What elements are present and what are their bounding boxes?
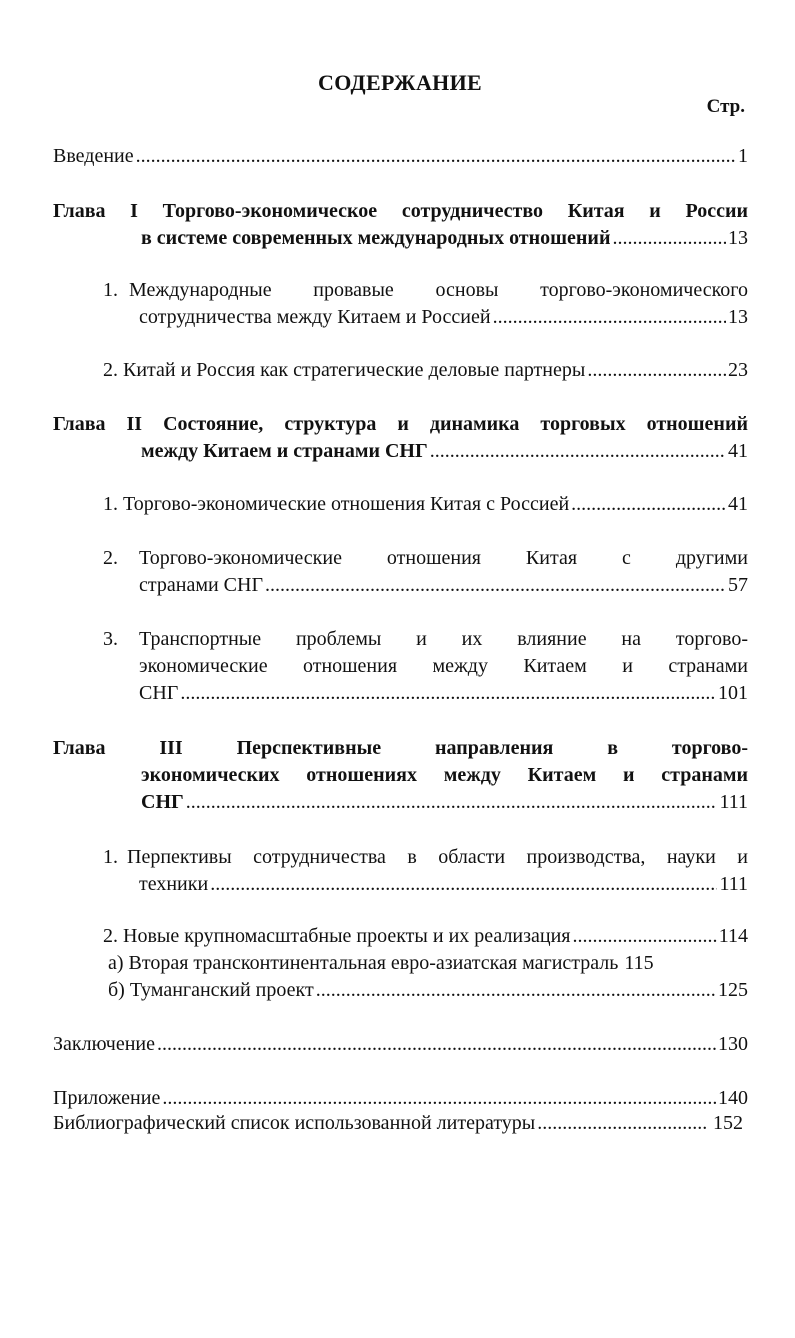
chapter-title-line: Глава III Перспективные направления в торгово- bbox=[53, 737, 748, 759]
toc-page-number: 13 bbox=[728, 227, 748, 249]
leader-dots bbox=[316, 977, 716, 1004]
section-title-line: СНГ bbox=[139, 682, 179, 704]
toc-section-3-2 bbox=[103, 923, 748, 950]
chapter-title-line: экономических отношениях между Китаем и странами bbox=[141, 764, 748, 786]
leader-dots bbox=[430, 438, 726, 465]
section-number: 1. bbox=[103, 846, 118, 868]
toc-section-1-2 bbox=[103, 357, 748, 384]
toc-page-number: 152 bbox=[713, 1112, 743, 1134]
toc-page-number: 1 bbox=[738, 145, 748, 167]
toc-page-number: 13 bbox=[728, 306, 748, 328]
toc-entry-bibliography bbox=[53, 1110, 743, 1137]
section-number: 2. bbox=[103, 547, 118, 569]
subsection-title: б) Туманганский проект bbox=[108, 979, 314, 1001]
leader-dots bbox=[612, 225, 726, 252]
leader-dots bbox=[265, 572, 726, 599]
toc-section-2-2 bbox=[103, 545, 748, 599]
toc-page-number: 111 bbox=[719, 873, 748, 895]
toc-entry-label: Приложение bbox=[53, 1087, 161, 1109]
toc-chapter-1 bbox=[53, 198, 748, 252]
section-title-line: Перпективы сотрудничества в области производства, науки и bbox=[127, 846, 748, 868]
toc-page-number: 101 bbox=[718, 682, 748, 704]
toc-page-number: 130 bbox=[718, 1033, 748, 1055]
section-title-line: Торгово-экономические отношения Китая с другими bbox=[139, 547, 748, 569]
page-column-label: Стр. bbox=[706, 96, 745, 117]
toc-page-number: 140 bbox=[718, 1087, 748, 1109]
leader-dots bbox=[136, 143, 736, 170]
section-number: 2. bbox=[103, 359, 118, 381]
toc-entry-label: Библиографический список использованной литературы bbox=[53, 1112, 536, 1134]
section-title-line: техники bbox=[139, 873, 209, 895]
toc-page-number: 41 bbox=[728, 493, 748, 515]
section-title-line: экономические отношения между Китаем и странами bbox=[139, 655, 748, 677]
toc-section-2-3 bbox=[103, 626, 748, 707]
toc-page-number: 57 bbox=[728, 574, 748, 596]
toc-page-number: 115 bbox=[624, 952, 654, 974]
toc-page-number: 23 bbox=[728, 359, 748, 381]
chapter-title-line: в системе современных международных отношений bbox=[141, 227, 611, 249]
toc-entry-intro bbox=[53, 143, 748, 170]
section-title-line: странами СНГ bbox=[139, 574, 264, 596]
section-number: 2. bbox=[103, 925, 118, 947]
toc-subsection-b bbox=[108, 977, 748, 1004]
section-title-line: Международные провавые основы торгово-экономического bbox=[129, 279, 748, 301]
toc-section-2-1 bbox=[103, 491, 748, 518]
chapter-title-line: Глава I Торгово-экономическое сотрудничество Китая и России bbox=[53, 200, 748, 222]
section-title: Торгово-экономические отношения Китая с Россией bbox=[123, 493, 570, 515]
leader-dots bbox=[162, 1085, 716, 1112]
toc-title: СОДЕРЖАНИЕ bbox=[318, 70, 482, 95]
leader-dots bbox=[210, 871, 717, 898]
toc-page-number: 41 bbox=[728, 440, 748, 462]
leader-dots bbox=[180, 680, 716, 707]
leader-dots bbox=[186, 789, 718, 816]
toc-entry-appendix bbox=[53, 1085, 748, 1112]
section-number: 1. bbox=[103, 493, 118, 515]
section-number: 1. bbox=[103, 279, 118, 301]
section-title: Китай и Россия как стратегические деловые партнеры bbox=[123, 359, 586, 381]
toc-chapter-2 bbox=[53, 411, 748, 465]
toc-page-number: 111 bbox=[719, 791, 748, 813]
toc-page-number: 125 bbox=[718, 979, 748, 1001]
subsection-title: а) Вторая трансконтинентальная евро-азиатская магистраль bbox=[108, 952, 619, 974]
chapter-title-line: Глава II Состояние, структура и динамика торговых отношений bbox=[53, 413, 748, 435]
toc-chapter-3 bbox=[53, 735, 748, 816]
toc-subsection-a bbox=[108, 950, 746, 977]
toc-entry-label: Введение bbox=[53, 145, 134, 167]
leader-dots bbox=[587, 357, 726, 384]
toc-section-1-1 bbox=[103, 277, 748, 331]
section-title-line: сотрудничества между Китаем и Россией bbox=[139, 306, 491, 328]
section-title: Новые крупномасштабные проекты и их реализация bbox=[123, 925, 571, 947]
leader-dots bbox=[571, 491, 726, 518]
leader-dots bbox=[537, 1110, 707, 1137]
chapter-title-line: СНГ bbox=[141, 791, 184, 813]
toc-page-number: 114 bbox=[718, 925, 748, 947]
toc-entry-label: Заключение bbox=[53, 1033, 155, 1055]
section-number: 3. bbox=[103, 628, 118, 650]
section-title-line: Транспортные проблемы и их влияние на торгово- bbox=[139, 628, 748, 650]
toc-section-3-1 bbox=[103, 844, 748, 898]
leader-dots bbox=[493, 304, 726, 331]
leader-dots bbox=[157, 1031, 716, 1058]
chapter-title-line: между Китаем и странами СНГ bbox=[141, 440, 428, 462]
toc-entry-conclusion bbox=[53, 1031, 748, 1058]
leader-dots bbox=[573, 923, 717, 950]
